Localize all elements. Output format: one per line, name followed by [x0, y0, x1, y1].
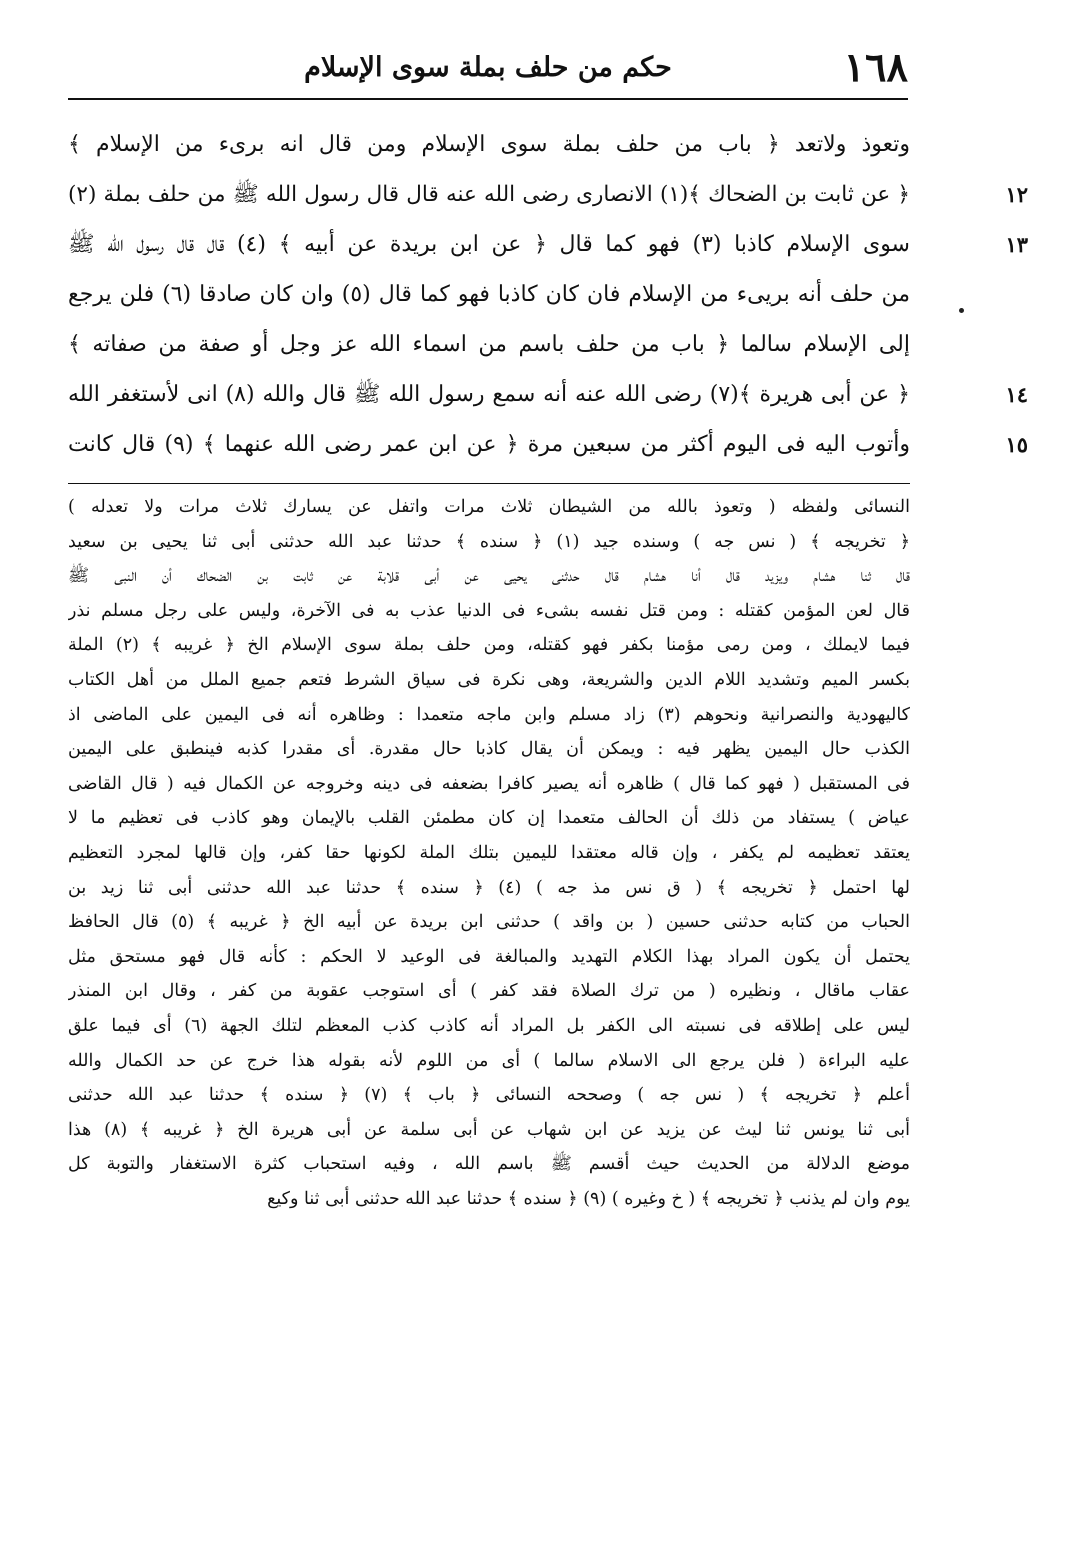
line-number: ١٣ [1005, 232, 1028, 257]
line-number: ١٢ [1005, 182, 1028, 207]
footnotes [68, 490, 910, 1216]
main-line-wrapper [68, 220, 1028, 270]
main-line-wrapper [68, 370, 1028, 420]
main-line-wrapper [68, 420, 1028, 470]
footnote-line: يعتقد تعظيمه لم يكفر ، وإن قاله معتقدا لليمين بتلك الملة لكونها حقا كفر، وإن قالها لمجرد التعظيم [68, 842, 910, 863]
footnote-line: يحتمل أن يكون المراد بهذا الكلام التهديد والمبالغة فى الوعيد لا الحكم : كأنه قال فهو مستحق مثل [68, 946, 910, 967]
main-line: إلى الإسلام سالما ﴿ باب من حلف باسم من اسماء الله عز وجل أو صفة من صفاته ﴾ [68, 332, 910, 357]
main-line-wrapper [68, 320, 910, 370]
margin-mark [959, 308, 964, 313]
footnote-line: كاليهودية والنصرانية ونحوهم (٣) زاد مسلم وابن ماجه متعمدا : وظاهره أنه فى اليمين على الماضى اذ [68, 704, 910, 725]
main-line: سوى الإسلام كاذبا (٣) فهو كما قال ﴿ عن ابن بريدة عن أبيه ﴾ (٤) قال قال رسول الله ﷺ [68, 232, 910, 257]
footnote-line: قال لعن المؤمن كقتله : ومن قتل نفسه بشىء فى الدنيا عذب به فى الآخرة، وليس على رجل مسلم نذر [68, 600, 910, 621]
footnote-line: بكسر الميم وتشديد اللام الدين والشريعة، وهى نكرة فى سياق الشرط فتعم جميع الملل من أهل الكتاب [68, 669, 910, 690]
header-rule [68, 98, 908, 100]
footnote-line: عقاب ماقال ، ونظيره ( من ترك الصلاة فقد كفر ) أى استوجب عقوبة من كفر ، وقال ابن المنذر [68, 981, 910, 1002]
footnote-line: قال ثنا هشام ويزيد قال أنا هشام قال حدثنى يحيى عن أبى قلابة عن ثابت بن الضحاك أن النبى ﷺ [68, 566, 910, 587]
main-line: ﴿ عن ثابت بن الضحاك ﴾(١) الانصارى رضى الله عنه قال قال رسول الله ﷺ من حلف بملة (٢) [68, 182, 910, 207]
running-title: حكم من حلف بملة سوى الإسلام [304, 52, 672, 83]
main-text [68, 120, 1028, 470]
footnote-line: فى المستقبل ( فهو كما قال ) ظاهره أنه يصير كافرا بضعفه فى دينه وخروجه عن الكمال فيه ( قال القاضى [68, 773, 910, 794]
line-number: ١٤ [1005, 382, 1028, 407]
footnote-line: لها احتمل ﴿ تخريجه ﴾ ( ق نس مذ جه ) (٤) ﴿ سنده ﴾ حدثنا عبد الله حدثنى أبى ثنا زيد بن [68, 877, 910, 898]
footnote-line: الحباب من كتابه حدثنى حسين ( بن واقد ) حدثنى ابن بريدة عن أبيه الخ ﴿ غريبه ﴾ (٥) قال الحافظ [68, 912, 910, 933]
footnote-line: أبى ثنا يونس ثنا ليث عن يزيد عن ابن شهاب عن أبى سلمة عن أبى هريرة الخ ﴿ غريبه ﴾ (٨) هذا [68, 1119, 910, 1140]
main-line: ﴿ عن أبى هريرة ﴾(٧) رضى الله عنه أنه سمع رسول الله ﷺ قال والله (٨) انى لأستغفر الله [68, 382, 910, 407]
main-line: وتعوذ ولاتعد ﴿ باب من حلف بملة سوى الإسلام ومن قال انه برىء من الإسلام ﴾ [68, 132, 910, 157]
main-line: وأتوب اليه فى اليوم أكثر من سبعين مرة ﴿ عن ابن عمر رضى الله عنهما ﴾ (٩) قال كانت [68, 432, 910, 457]
footnote-line: فيما لايملك ، ومن رمى مؤمنا بكفر فهو كقتله، ومن حلف بملة سوى الإسلام الخ ﴿ غريبه ﴾ (٢) الملة [68, 635, 910, 656]
footnote-line: عياض ) يستفاد من ذلك أن الحالف متعمدا إن كان مطمئن القلب بالإيمان وهو كاذب فى تعظيم ما لا [68, 808, 910, 829]
main-line: من حلف أنه بريىء من الإسلام فان كان كاذبا فهو كما قال (٥) وان كان صادقا (٦) فلن يرجع [68, 282, 910, 307]
main-line-wrapper [68, 270, 910, 320]
main-line-wrapper [68, 170, 1028, 220]
footnote-line: يوم وان لم يذنب ﴿ تخريجه ﴾ ( خ وغيره ) (٩) ﴿ سنده ﴾ حدثنا عبد الله حدثنى أبى ثنا وكيع [267, 1188, 910, 1209]
footnote-line: ﴿ تخريجه ﴾ ( نس جه ) وسنده جيد (١) ﴿ سنده ﴾ حدثنا عبد الله حدثنى أبى ثنا يحيى بن سعيد [68, 531, 910, 552]
footnote-line: عليه البراءة ( فلن يرجع الى الاسلام سالما ) أى من اللوم لأنه بقوله هذا خرج عن حد الكمال والله [68, 1050, 910, 1071]
footnote-divider [68, 483, 910, 484]
footnote-line: موضع الدلالة من الحديث حيث أقسم ﷺ باسم الله ، وفيه استحباب كثرة الاستغفار والتوبة كل [68, 1154, 910, 1175]
page-number: ١٦٨ [843, 44, 908, 91]
main-line-wrapper [68, 120, 910, 170]
footnote-line: الكذب حال اليمين يظهر فيه : ويمكن أن يقال كاذبا حال مقدرة. أى مقدرا كذبه فينطبق على اليمين [68, 739, 910, 760]
footnote-line: ليس على إطلاقه فى نسبته الى الكفر بل المراد أنه كاذب كذب المعظم لتلك الجهة (٦) أى فيما علق [68, 1015, 910, 1036]
footnote-line: أعلم ﴿ تخريجه ﴾ ( نس جه ) وصححه النسائى ﴿ باب ﴾ (٧) ﴿ سنده ﴾ حدثنا عبد الله حدثنى [68, 1085, 910, 1106]
footnote-line: النسائى ولفظه ( وتعوذ بالله من الشيطان ثلاث مرات واتفل عن يسارك ثلاث مرات ولا تعدله ) [68, 497, 910, 517]
line-number: ١٥ [1005, 432, 1028, 457]
running-header [68, 40, 908, 92]
